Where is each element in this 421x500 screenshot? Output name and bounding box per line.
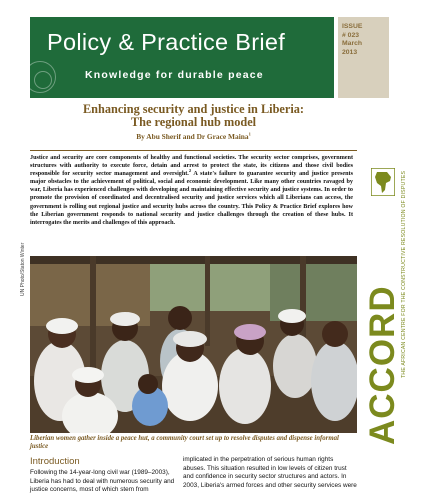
body-column-2: implicated in the perpetration of serious human rights abuses. This situation resulted in low levels of citizen trust and confidence in security sector structures and actors. In 2003, Liberia's armed forces and other security services were (183, 456, 357, 489)
header-banner (30, 17, 334, 98)
photo-credit: UN Photo/Staton Winter (20, 242, 26, 296)
issue-month: March (342, 40, 363, 48)
body-column-1: Following the 14-year-long civil war (1989–2003), Liberia has had to deal with numerous security and justice concerns, most of which stem from (30, 469, 175, 494)
article-subtitle: The regional hub model (130, 115, 257, 129)
introduction-heading: Introduction (30, 456, 80, 467)
article-header (30, 100, 357, 141)
issue-label: ISSUE (342, 23, 363, 30)
accord-logo-text: ACCORD (363, 285, 402, 445)
footnote-marker: 1 (248, 131, 251, 137)
issue-year: 2013 (342, 48, 358, 56)
divider (30, 150, 357, 151)
decorative-circle-icon (34, 71, 52, 89)
article-abstract: Justice and security are core components of healthy and functional societies. The security sector comprises, government structures with authority to execute force, detain and arrest to protect the state, its citizens and those civil bodies responsible for security sector management and oversight.$^2$ A state's failure to guarantee security and justice presents major obstacles to the achievement of political, social and economic development. Like many other countries ravaged by war, Liberia has experienced challenges with developing and maintaining effective security and justice systems. In order to promote the provision of coordinated and decentralised security and justice services which all Liberians can access, the government is rolling out regional justice and security hubs across the country. This Policy & Practice Brief explores how the Liberian government responds to national security and justice challenges through the creation of these hubs. It interrogates the merits and challenges of this approach. (30, 155, 353, 226)
photo-caption: Liberian women gather inside a peace hut, a community court set up to resolve disputes and dispense informal justice (30, 435, 339, 451)
publication-tagline: Knowledge for durable peace (85, 69, 264, 81)
cover-photo (30, 256, 357, 433)
issue-number: # 023 (342, 31, 360, 39)
photo-illustration (30, 256, 357, 433)
article-title: Enhancing security and justice in Liberia: (82, 102, 305, 116)
issue-info-box (338, 17, 389, 98)
footnote-marker: 2 (188, 168, 192, 174)
article-authors: By Abu Sherif and Dr Grace Maina$^1$ (136, 131, 251, 141)
publication-title: Policy & Practice Brief (47, 29, 286, 55)
accord-full-name: THE AFRICAN CENTRE FOR THE CONSTRUCTIVE RESOLUTION OF DISPUTES (401, 170, 407, 378)
